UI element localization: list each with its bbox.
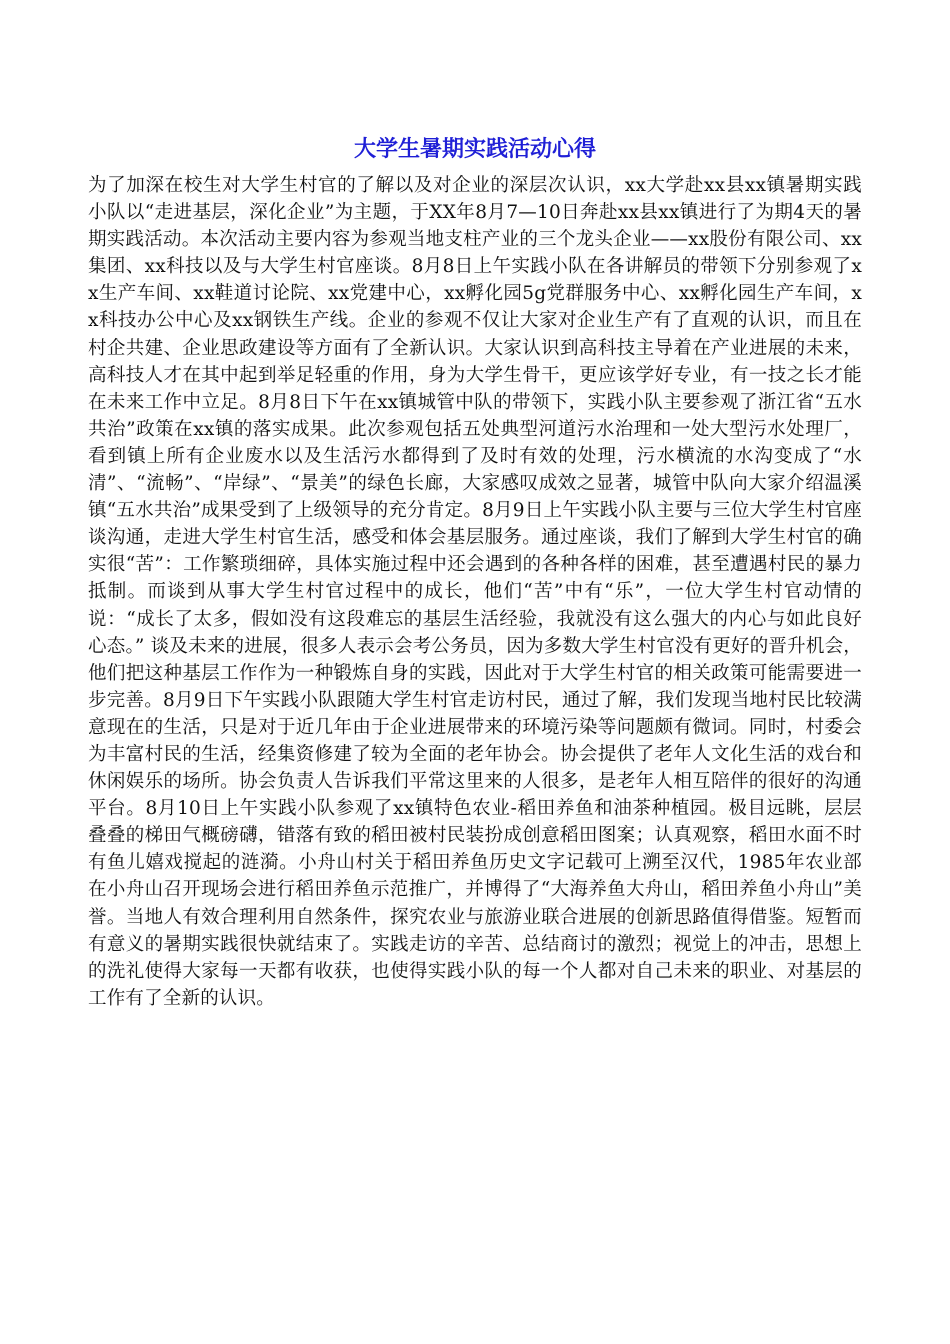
- document-title: 大学生暑期实践活动心得: [353, 137, 596, 162]
- document-body-paragraph: 为了加深在校生对大学生村官的了解以及对企业的深层次认识，xx大学赴xx县xx镇暑期实践小队以“走进基层，深化企业”为主题，于XX年8月7—10日奔赴xx县xx镇进行了为期4天的暑期实践活动。本次活动主要内容为参观当地支柱产业的三个龙头企业——xx股份有限公司、xx集团、xx科技以及与大学生村官座谈。8月8日上午实践小队在各讲解员的带领下分别参观了xx生产车间、xx鞋道讨论院、xx党建中心，xx孵化园5g党群服务中心、xx孵化园生产车间，xx科技办公中心及xx钢铁生产线。企业的参观不仅让大家对企业生产有了直观的认识，而且在村企共建、企业思政建设等方面有了全新认识。大家认识到高科技主导着在产业进展的未来，高科技人才在其中起到举足轻重的作用，身为大学生骨干，更应该学好专业，有一技之长才能在未来工作中立足。8月8日下午在xx镇城管中队的带领下，实践小队主要参观了浙江省“五水共治”政策在xx镇的落实成果。此次参观包括五处典型河道污水治理和一处大型污水处理厂，看到镇上所有企业废水以及生活污水都得到了及时有效的处理，污水横流的水沟变成了“水清”、“流畅”、“岸绿”、“景美”的绿色长廊，大家感叹成效之显著，城管中队向大家介绍温溪镇“五水共治”成果受到了上级领导的充分肯定。8月9日上午实践小队主要与三位大学生村官座谈沟通，走进大学生村官生活，感受和体会基层服务。通过座谈，我们了解到大学生村官的确实很“苦”：工作繁琐细碎，具体实施过程中还会遇到的各种各样的困难，甚至遭遇村民的暴力抵制。而谈到从事大学生村官过程中的成长，他们“苦”中有“乐”，一位大学生村官动情的说：“成长了太多，假如没有这段难忘的基层生活经验，我就没有这么强大的内心与如此良好心态。” 谈及未来的进展，很多人表示会考公务员，因为多数大学生村官没有更好的晋升机会，他们把这种基层工作作为一种锻炼自身的实践，因此对于大学生村官的相关政策可能需要进一步完善。8月9日下午实践小队跟随大学生村官走访村民，通过了解，我们发现当地村民比较满意现在的生活，只是对于近几年由于企业进展带来的环境污染等问题颇有微词。同时，村委会为丰富村民的生活，经集资修建了较为全面的老年协会。协会提供了老年人文化生活的戏台和休闲娱乐的场所。协会负责人告诉我们平常这里来的人很多，是老年人相互陪伴的很好的沟通平台。8月10日上午实践小队参观了xx镇特色农业-稻田养鱼和油茶种植园。极目远眺，层层叠叠的梯田气概磅礴，错落有致的稻田被村民装扮成创意稻田图案；认真观察，稻田水面不时有鱼儿嬉戏搅起的涟漪。小舟山村关于稻田养鱼历史文字记载可上溯至汉代，1985年农业部在小舟山召开现场会进行稻田养鱼示范推广，并博得了“大海养鱼大舟山，稻田养鱼小舟山”美誉。当地人有效合理利用自然条件，探究农业与旅游业联合进展的创新思路值得借鉴。短暂而有意义的暑期实践很快就结束了。实践走访的辛苦、总结商讨的激烈；视觉上的冲击，思想上的洗礼使得大家每一天都有收获，也使得实践小队的每一个人都对自己未来的职业、对基层的工作有了全新的认识。: [88, 175, 863, 1009]
